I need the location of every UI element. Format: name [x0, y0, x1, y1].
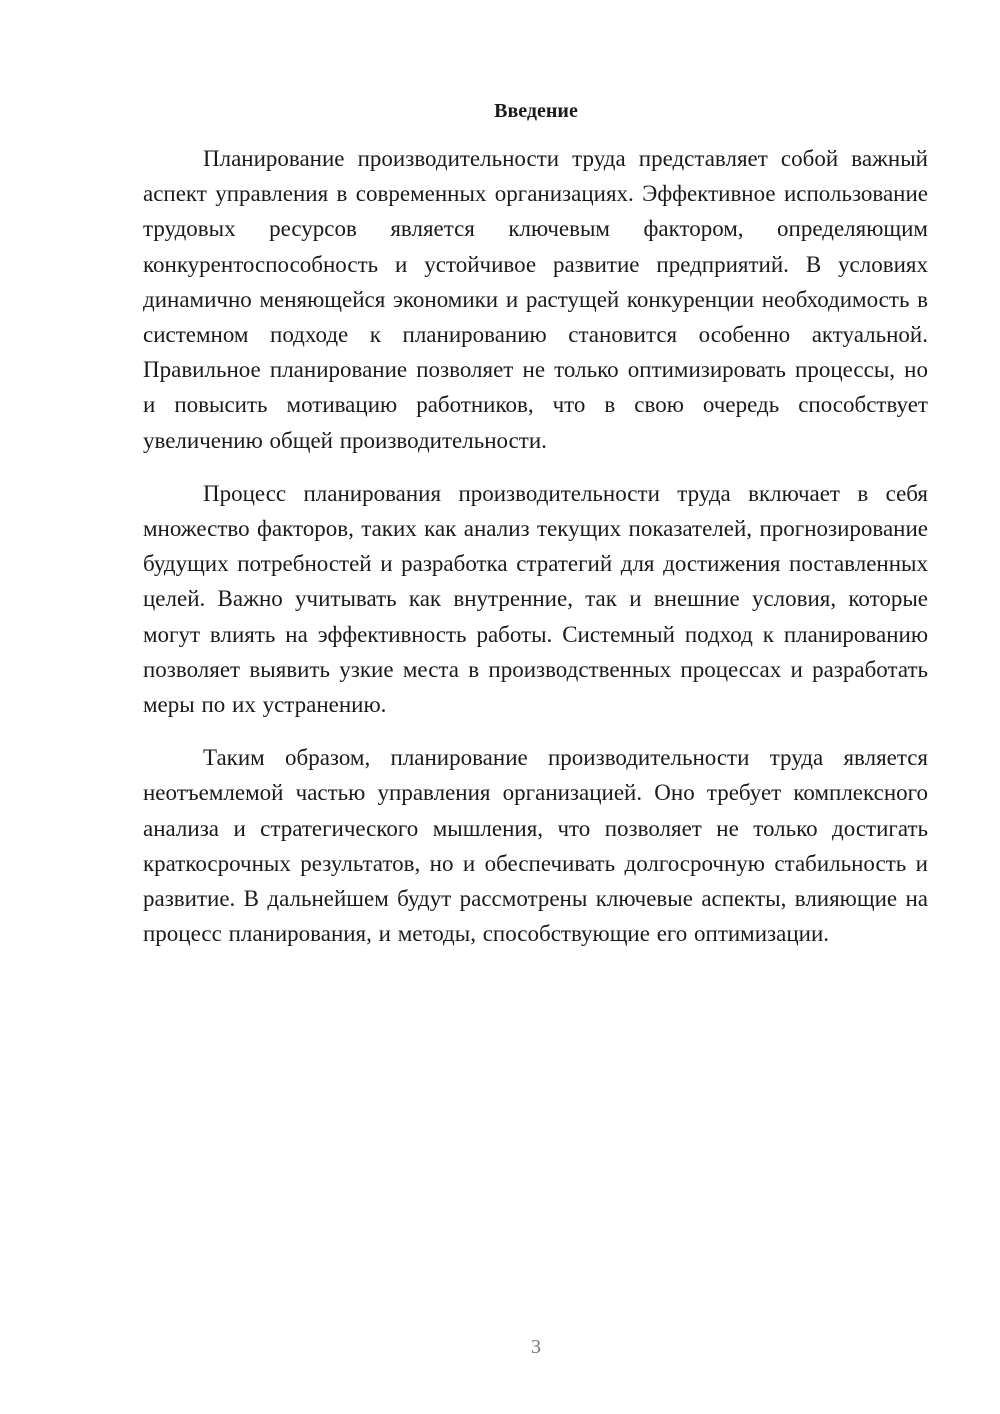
section-heading: Введение [494, 100, 578, 122]
paragraph-1: Планирование производительности труда представляет собой важный аспект управления в современных организациях. Эффективное использование трудовых ресурсов является ключевым фактором, определяющим конкурентоспособность и устойчивое развитие предприятий. В условиях динамично меняющейся экономики и растущей конкуренции необходимость в системном подходе к планированию становится особенно актуальной. Правильное планирование позволяет не только оптимизировать процессы, но и повысить мотивацию работников, что в свою очередь способствует увеличению общей производительности. [143, 146, 928, 453]
page-number: 3 [531, 1336, 541, 1358]
paragraph-2: Процесс планирования производительности труда включает в себя множество факторов, таких как анализ текущих показателей, прогнозирование будущих потребностей и разработка стратегий для достижения поставленных целей. Важно учитывать как внутренние, так и внешние условия, которые могут влиять на эффективность работы. Системный подход к планированию позволяет выявить узкие места в производственных процессах и разработать меры по их устранению. [143, 480, 928, 718]
paragraph-3: Таким образом, планирование производительности труда является неотъемлемой частью управления организацией. Оно требует комплексного анализа и стратегического мышления, что позволяет не только достигать краткосрочных результатов, но и обеспечивать долгосрочную стабильность и развитие. В дальнейшем будут рассмотрены ключевые аспекты, влияющие на процесс планирования, и методы, способствующие его оптимизации. [143, 745, 928, 947]
body-text [143, 141, 928, 969]
